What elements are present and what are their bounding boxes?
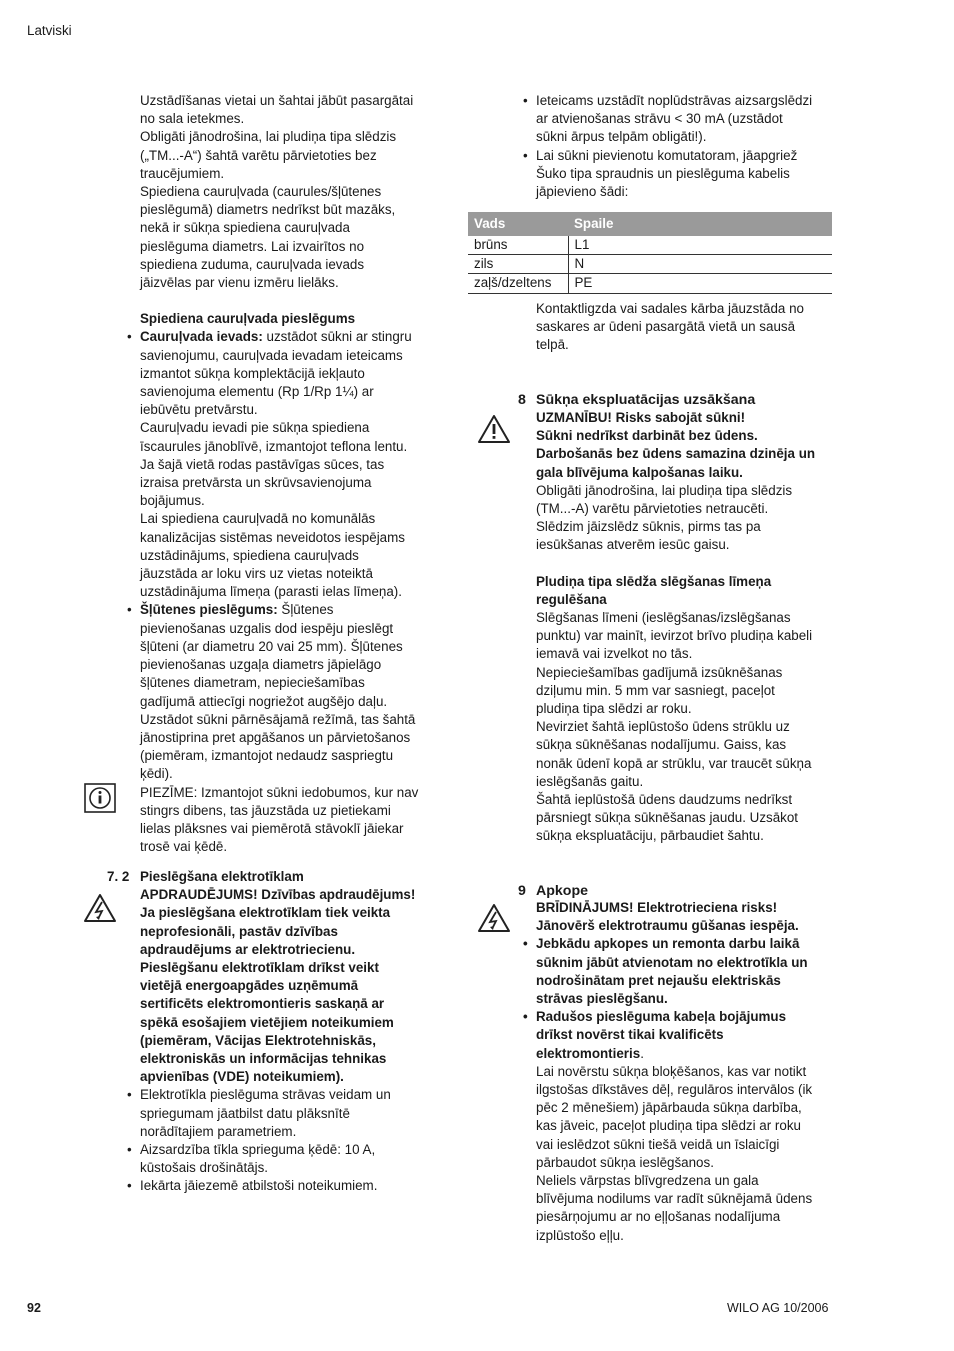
text-line: Slēgšanas līmeni (ieslēgšanas/izslēgšanas bbox=[536, 610, 791, 626]
list-item bbox=[127, 1177, 445, 1195]
bullet-dot: • bbox=[127, 1178, 132, 1194]
text-line: traucējumiem. bbox=[140, 165, 225, 181]
text-line: spriegumam jāatbilst datu plāksnītē bbox=[140, 1105, 350, 1121]
text-line: spēkā esošajiem vietējiem noteikumiem bbox=[140, 1014, 394, 1030]
text-line: stingrs dibens, tas jāuzstāda uz pietiekami bbox=[140, 802, 391, 818]
list-item bbox=[523, 1008, 836, 1063]
text-line: Jebkādu apkopes un remonta darbu laikā bbox=[536, 936, 800, 952]
section-7-2-title: Pieslēgšana elektrotīklam bbox=[140, 869, 304, 884]
text-line: Slēdzim jāizslēdz sūknis, pirms tas pa bbox=[536, 519, 761, 535]
text-line: Iekārta jāiezemē atbilstoši noteikumiem. bbox=[140, 1178, 378, 1194]
text-line: kūstošais drošinātājs. bbox=[140, 1160, 269, 1176]
text-line: Spiediena cauruļvada (caurules/šļūtenes bbox=[140, 184, 382, 200]
text-line: lielas plāksnes vai piemērotā stāvoklī jāiekar bbox=[140, 820, 404, 836]
text-line: šļūteni (ar diametru 20 vai 25 mm). Šļūtenes bbox=[140, 638, 403, 654]
text-line: sūkņa ekspluatāciju, pārbaudiet šahtu. bbox=[536, 828, 764, 844]
text-line: strāvas pieslēgšanu. bbox=[536, 991, 668, 1007]
text-line: punktu) var mainīt, ievirzot brīvo pludiņa kabeli bbox=[536, 628, 813, 644]
electric-warning bbox=[536, 899, 836, 935]
text-line: bojājumus. bbox=[140, 493, 205, 509]
text-line: apdraudējums ar elektrotriecienu. bbox=[140, 941, 356, 957]
text-line: Nevirziet šahtā ieplūstošo ūdens strūklu uz bbox=[536, 719, 790, 735]
text-line: telpā. bbox=[536, 337, 569, 353]
text-line: sūkni ārpus telpām obligāti!). bbox=[536, 129, 707, 145]
footer-publisher: WILO AG 10/2006 bbox=[727, 1301, 829, 1315]
text-line: norādītajiem parametriem. bbox=[140, 1123, 297, 1139]
text-line: PIEZĪME: Izmantojot sūkni iedobumos, kur nav bbox=[140, 784, 419, 800]
section-7-2 bbox=[127, 868, 445, 1196]
text-line: trosē vai ķēdē. bbox=[140, 839, 228, 855]
text-line: iemavā vai izvelkot no tās. bbox=[536, 646, 693, 662]
text-line: uzstādinājuma līmeņa (parasti ielas līmeņa). bbox=[140, 584, 402, 600]
after-table-text bbox=[536, 300, 836, 355]
text-line: kanalizācijas sistēmas neveidotos iespējams bbox=[140, 529, 405, 545]
text-line: pārsniegt sūkņa sūknēšanas jaudu. Uzsākot bbox=[536, 810, 799, 826]
text-line: Šuko tipa spraudnis un pieslēguma kabelis bbox=[536, 165, 790, 181]
bullet-dot: • bbox=[127, 329, 132, 345]
text-line: saskares ar ūdeni pasargātā vietā un sausā bbox=[536, 319, 796, 335]
list-item bbox=[523, 935, 836, 1008]
text-line: nekā ir sūkņa spiediena cauruļvada bbox=[140, 220, 350, 236]
text-line: Darbošanās bez ūdens samazina dzinēja un bbox=[536, 446, 816, 462]
table-row bbox=[468, 255, 832, 274]
list-item bbox=[523, 92, 836, 147]
text-line: Jānovērš elektrotraumu gūšanas iespēja. bbox=[536, 918, 799, 934]
text-line: Sūkni nedrīkst darbināt bez ūdens. bbox=[536, 428, 758, 444]
text-line: blīvējuma nodilums var radīt sūknējamā ūdens bbox=[536, 1191, 813, 1207]
pressure-heading: Spiediena cauruļvada pieslēgums bbox=[140, 311, 356, 327]
text-line: Kontaktligzda vai sadales kārba jāuzstāda no bbox=[536, 301, 804, 316]
text-line: izraisa pretvārsta un skrūvsavienojuma bbox=[140, 475, 372, 491]
text-line: drīkst novērst tikai kvalificēts bbox=[536, 1027, 724, 1043]
text-line: apvienības (VDE) noteikumiem). bbox=[140, 1069, 344, 1085]
section-9-number: 9 bbox=[518, 883, 526, 899]
list-item bbox=[127, 1086, 445, 1141]
text-line: (TM...-A) varētu pārvietoties netraucēti. bbox=[536, 501, 769, 517]
electric-hazard-icon bbox=[477, 903, 511, 938]
text-line: pieslēguma diametrs. Lai izvairītos no bbox=[140, 238, 365, 254]
text-line: īscaurules jānoblīvē, izmantojot teflona lentu. bbox=[140, 438, 408, 454]
table-cell: zaļš/dzeltens bbox=[468, 274, 568, 293]
caution-warning bbox=[536, 409, 836, 482]
bullet-text: elektromontieris bbox=[536, 1045, 641, 1061]
text-line: jāpievieno šādi: bbox=[536, 184, 629, 200]
section-8-number: 8 bbox=[518, 392, 526, 408]
text-line: iesūkšanas atverēm iesūc gaisu. bbox=[536, 537, 730, 553]
text-line: Neliels vārpstas blīvgredzena un gala bbox=[536, 1173, 759, 1189]
page-number: 92 bbox=[27, 1301, 41, 1315]
warning-icon bbox=[477, 414, 511, 449]
table-cell: L1 bbox=[568, 236, 832, 255]
text-line: Cauruļvadu ievadi pie sūkņa spiediena bbox=[140, 420, 370, 436]
text-line: Lai novērstu sūkņa bloķēšanos, kas var notikt bbox=[536, 1063, 807, 1079]
intro-text bbox=[140, 92, 440, 292]
text-line: sertificēts elektromontieris saskaņā ar bbox=[140, 996, 385, 1012]
bullet-text: . bbox=[640, 1045, 644, 1061]
text-line: pievienošanas uzgaļa diametrs jāpielāgo bbox=[140, 657, 382, 673]
section-7-2-number: 7. 2 bbox=[107, 869, 130, 884]
left-column bbox=[127, 92, 440, 856]
electric-hazard-icon bbox=[83, 893, 117, 928]
text-line: (piemēram, Vācijas Elektrotehniskās, bbox=[140, 1032, 376, 1048]
text-line: pludiņa tipa slēdzi ar roku. bbox=[536, 701, 692, 717]
text-line: kas jāveic, paceļot pludiņa tipa slēdzi ar roku bbox=[536, 1118, 801, 1134]
danger-warning bbox=[140, 886, 445, 1086]
text-line: dziļumu min. 5 mm var sasniegt, paceļot bbox=[536, 682, 775, 698]
text-line: elektroniskās un informācijas tehnikas bbox=[140, 1051, 387, 1067]
text-line: (piemēram, izmantojot nedaudz saspriegtu bbox=[140, 748, 394, 764]
text-line: jāizvēlas par vienu izmēru lielāks. bbox=[140, 275, 339, 291]
text-line: spiediena zuduma, cauruļvada ievads bbox=[140, 256, 365, 272]
text-line: Aizsardzība tīkla sprieguma ķēdē: 10 A, bbox=[140, 1142, 376, 1158]
text-line: Šahtā ieplūstošā ūdens daudzums nedrīkst bbox=[536, 792, 793, 808]
text-line: Ieteicams uzstādīt noplūdstrāvas aizsargslēdzi bbox=[536, 93, 813, 108]
table-cell: PE bbox=[568, 274, 832, 293]
bullet-label: Šļūtenes pieslēgums: bbox=[140, 602, 278, 618]
text-line: Lai sūkni pievienotu komutatoram, jāapgriež bbox=[536, 147, 798, 163]
table-row bbox=[468, 236, 832, 255]
text-line: gadījumā attiecīgi nogriežot augšējo daļu. bbox=[140, 693, 388, 709]
text-line: nonāk ūdenī kopā ar strūklu, var traucēt sūkņa bbox=[536, 755, 812, 771]
bullet-dot: • bbox=[523, 93, 528, 108]
bullet-dot: • bbox=[127, 1142, 132, 1158]
table-cell: zils bbox=[468, 255, 568, 274]
text-line: uzstādinājums, spiediena cauruļvads bbox=[140, 547, 359, 563]
bullet-pipe-inlet bbox=[127, 328, 440, 601]
text-line: ilgstošas dīkstāves dēļ, regulāros intervālos (ik bbox=[536, 1082, 813, 1098]
text-line: vai ieslēdzot sūkni tiešā veidā un īslaicīgi bbox=[536, 1136, 780, 1152]
bullet-hose-connection bbox=[127, 601, 440, 783]
text-line: UZMANĪBU! Risks sabojāt sūkni! bbox=[536, 410, 746, 425]
text-line: Pieslēgšanu elektrotīklam drīkst veikt bbox=[140, 960, 379, 976]
text-line: Uzstādot sūkni pārnēsājamā režīmā, tas šahtā bbox=[140, 711, 416, 727]
text-line: APDRAUDĒJUMS! Dzīvības apdraudējums! bbox=[140, 887, 416, 903]
text-line bbox=[536, 1045, 836, 1063]
text-line: („TM...-A“) šahtā varētu pārvietoties bez bbox=[140, 147, 377, 163]
text-line: piesārņojumu ar no eļļošanas nodalījuma bbox=[536, 1209, 781, 1225]
text-line: gala blīvējuma kalpošanas laiku. bbox=[536, 464, 743, 480]
text-line: Obligāti jānodrošina, lai pludiņa tipa slēdzis bbox=[536, 482, 793, 498]
table-cell: brūns bbox=[468, 236, 568, 255]
float-heading: Pludiņa tipa slēdža slēgšanas līmeņa bbox=[536, 573, 772, 589]
section-9 bbox=[523, 899, 836, 1245]
text-line: ieslēgšanās gaitu. bbox=[536, 773, 644, 789]
text-line: pēc 2 mēnešiem) jāpārbauda sūkņa darbība, bbox=[536, 1100, 802, 1116]
section-8 bbox=[536, 409, 836, 846]
text-line: savienojuma elementu (Rp 1/Rp 1¼) ar bbox=[140, 384, 374, 400]
text-line: Uzstādīšanas vietai un šahtai jābūt pasargātai bbox=[140, 93, 414, 108]
bullet-text: uzstādot sūkni ar stingru bbox=[262, 329, 412, 345]
wiring-table bbox=[468, 212, 832, 294]
text-line: Ja šajā vietā rodas pastāvīgas sūces, tas bbox=[140, 456, 385, 472]
text-line: neprofesionāli, pastāv dzīvības bbox=[140, 923, 338, 939]
bullet-dot: • bbox=[523, 147, 528, 163]
list-item bbox=[523, 147, 836, 202]
text-line: Ja pieslēgšana elektrotīklam tiek veikta bbox=[140, 905, 391, 921]
list-item bbox=[127, 1141, 445, 1177]
bullet-dot: • bbox=[523, 936, 528, 952]
text-line bbox=[140, 328, 440, 346]
note-text bbox=[140, 784, 440, 857]
section-9-title: Apkope bbox=[536, 883, 589, 899]
table-header-row bbox=[468, 212, 832, 236]
text-line: vietējā energoapgādes uzņēmumā bbox=[140, 978, 359, 994]
text-line: pievienošanas uzgalis dod iespēju pieslēgt bbox=[140, 620, 394, 636]
text-line: jānostiprina pret apgāšanos un pārvietošanos bbox=[140, 729, 411, 745]
text-line: Elektrotīkla pieslēguma strāvas veidam un bbox=[140, 1087, 391, 1103]
table-cell: N bbox=[568, 255, 832, 274]
text-line: BRĪDINĀJUMS! Elektrotrieciena risks! bbox=[536, 900, 778, 915]
bullet-dot: • bbox=[523, 1009, 528, 1025]
text-line: šļūtenes diametram, nepieciešamības bbox=[140, 675, 365, 691]
info-icon bbox=[84, 783, 116, 818]
text-line: izmantot sūkņa komplektācijā iekļauto bbox=[140, 365, 365, 381]
text-line: Radušos pieslēguma kabeļa bojājumus bbox=[536, 1009, 787, 1025]
table-header: Vads bbox=[468, 212, 568, 236]
text-line: Obligāti jānodrošina, lai pludiņa tipa slēdzis bbox=[140, 129, 397, 145]
section-8-title: Sūkņa ekspluatācijas uzsākšana bbox=[536, 392, 756, 408]
text-line: pieslēgumā) diametrs nedrīkst būt mazāks, bbox=[140, 202, 396, 218]
text-line: ar atvienošanas strāvu < 30 mA (uzstādot bbox=[536, 111, 783, 127]
text-line: Lai spiediena cauruļvadā no komunālās bbox=[140, 511, 376, 527]
bullet-dot: • bbox=[127, 1087, 132, 1103]
text-line: izplūstošo eļļu. bbox=[536, 1227, 624, 1243]
text-line: nodrošinātam pret nejaušu elektriskās bbox=[536, 972, 781, 988]
header-language: Latviski bbox=[27, 23, 72, 38]
table-row bbox=[468, 274, 832, 293]
text-line: ķēdi). bbox=[140, 766, 173, 782]
text-line: jāuzstāda ar loku virs uz vietas noteiktā bbox=[140, 566, 373, 582]
table-header: Spaile bbox=[568, 212, 832, 236]
right-top bbox=[523, 92, 836, 201]
text-line: savienojumu, cauruļvada ievadam ieteicams bbox=[140, 347, 403, 363]
text-line bbox=[140, 601, 440, 619]
text-line: sūkņa sūknēšanas nodalījumu. Gaiss, kas bbox=[536, 737, 787, 753]
float-heading: regulēšana bbox=[536, 591, 607, 607]
bullet-text: Šļūtenes bbox=[277, 602, 334, 618]
bullet-dot: • bbox=[127, 602, 132, 618]
text-line: Nepieciešamības gadījumā izsūknēšanas bbox=[536, 664, 783, 680]
text-line: no sala ietekmes. bbox=[140, 111, 245, 127]
text-line: pārbaudot sūkņa ieslēgšanos. bbox=[536, 1154, 714, 1170]
bullet-label: Cauruļvada ievads: bbox=[140, 329, 263, 345]
text-line: iebūvētu pretvārstu. bbox=[140, 402, 258, 418]
text-line: sūknim jābūt atvienotam no elektrotīkla un bbox=[536, 954, 808, 970]
